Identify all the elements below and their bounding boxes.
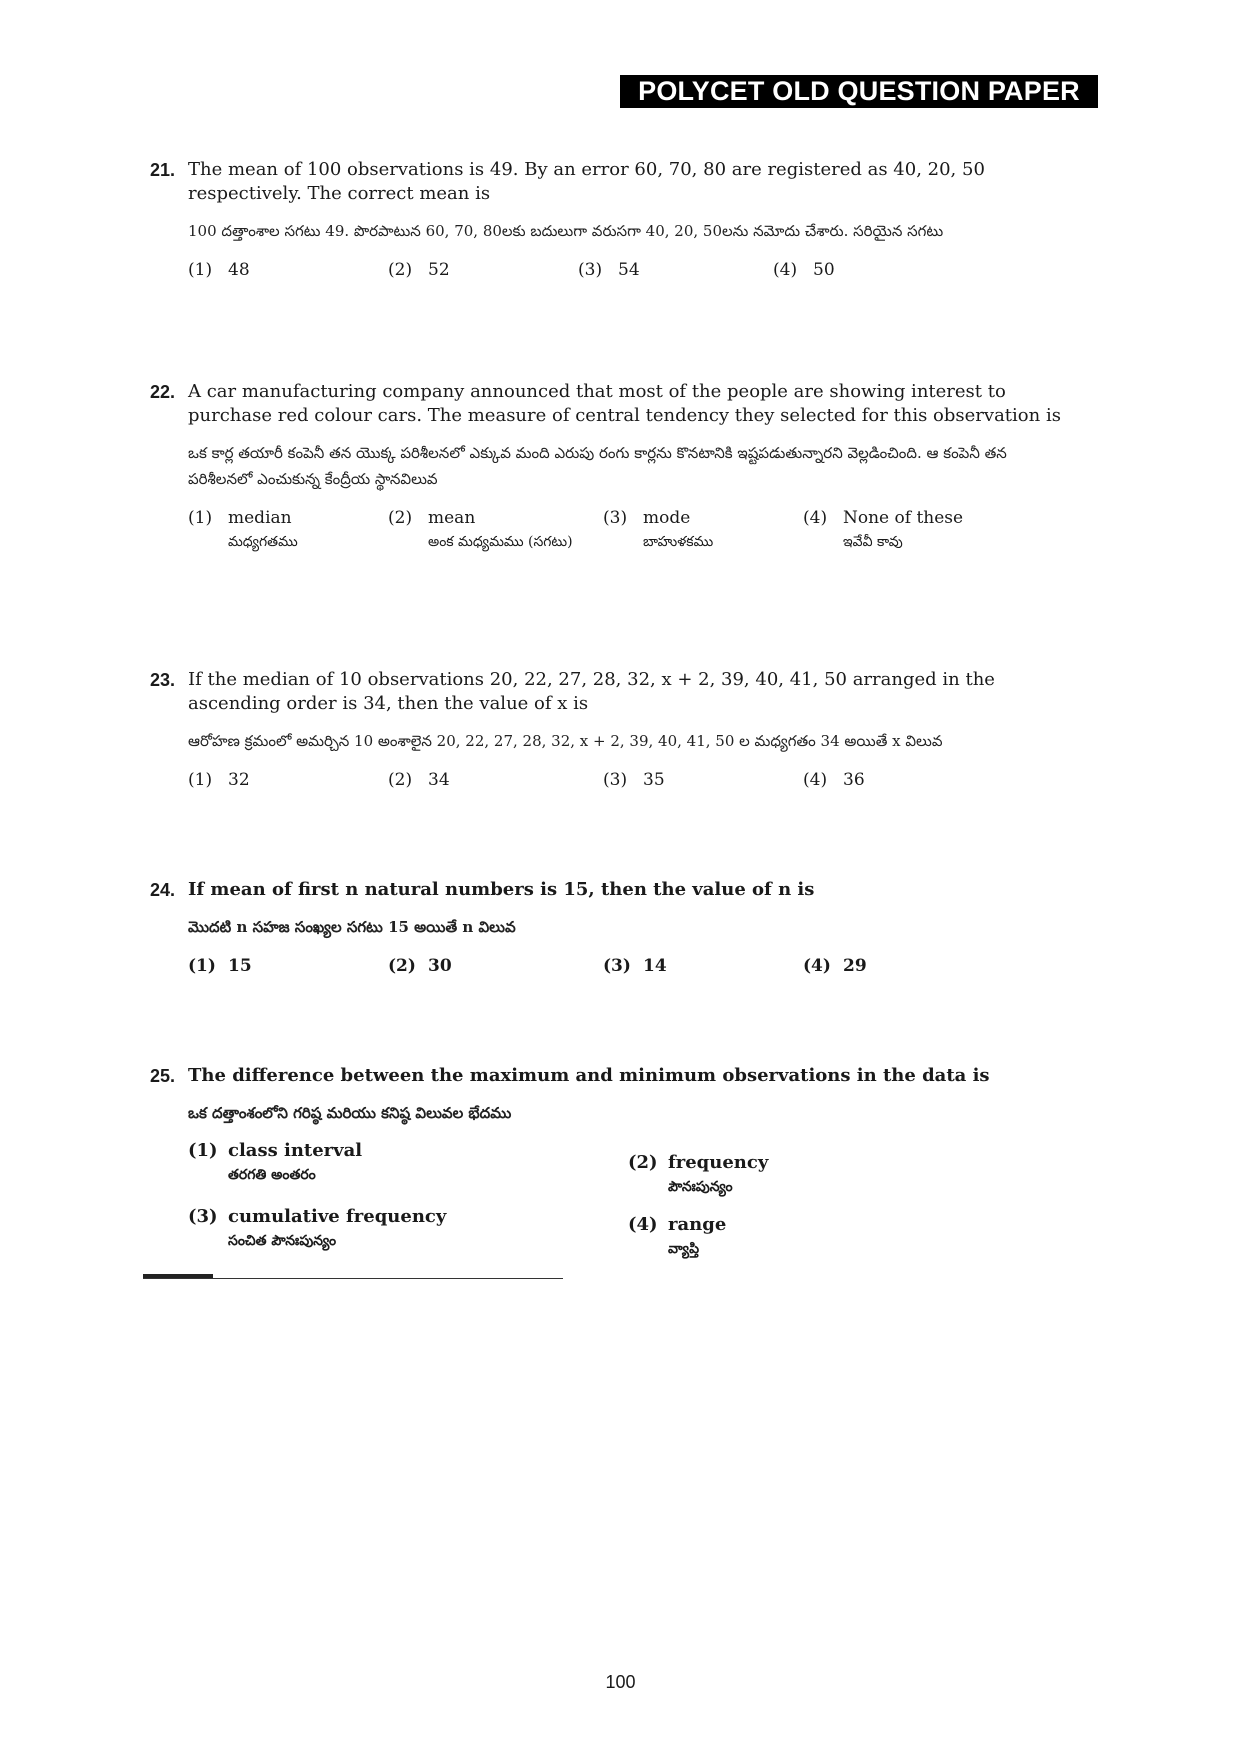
- section-divider: [143, 1278, 563, 1279]
- question-text-telugu: 100 దత్తాంశాల సగటు 49. పొరపాటున 60, 70, 80లకు బదులుగా వరుసగా 40, 20, 50లను నమోదు చేశారు. సరియైన సగటు: [188, 222, 944, 240]
- question-number: 25.: [150, 1066, 176, 1086]
- option-1[interactable]: (1) 48: [188, 260, 250, 280]
- question-23: [150, 668, 1070, 806]
- option-2[interactable]: (2) frequency పౌనఃపున్యం: [628, 1152, 769, 1195]
- option-4[interactable]: (4) 29: [803, 956, 867, 976]
- option-3[interactable]: (3) 14: [603, 956, 667, 976]
- option-2[interactable]: (2) 34: [388, 770, 450, 790]
- options-row: [188, 956, 1070, 992]
- question-text: If the median of 10 observations 20, 22, 27, 28, 32, x + 2, 39, 40, 41, 50 arranged in the ascending order is 34, then the value of x is: [188, 669, 995, 714]
- option-2[interactable]: (2) 30: [388, 956, 452, 976]
- option-4[interactable]: (4) 50: [773, 260, 835, 280]
- question-22: [150, 380, 1070, 568]
- page-number: 100: [605, 1672, 636, 1692]
- question-text: The difference between the maximum and minimum observations in the data is: [188, 1065, 990, 1086]
- question-24: [150, 878, 1070, 992]
- option-3[interactable]: (3) 54: [578, 260, 640, 280]
- question-number: 22.: [150, 382, 176, 402]
- question-text: The mean of 100 observations is 49. By an error 60, 70, 80 are registered as 40, 20, 50 respectively. The correct mean is: [188, 159, 985, 204]
- question-number: 21.: [150, 160, 176, 180]
- options-row: [188, 508, 1070, 568]
- option-3[interactable]: (3) 35: [603, 770, 665, 790]
- question-text: If mean of first n natural numbers is 15, then the value of n is: [188, 879, 815, 900]
- question-25: [150, 1064, 1070, 1290]
- option-4[interactable]: (4) range వ్యాప్తి: [628, 1214, 727, 1257]
- option-3[interactable]: (3) mode బాహుళకము: [603, 508, 714, 550]
- question-text-telugu: ఒక కార్ల తయారీ కంపెనీ తన యొక్క పరిశీలనలో ఎక్కువ మంది ఎరుపు రంగు కార్లను కొనటానికి ఇష్టపడుతున్నారని వెల్లడించింది. ఆ కంపెనీ తన పరిశీలనలో ఎంచుకున్న కేంద్రీయ స్థానవిలువ: [188, 444, 1007, 488]
- option-4[interactable]: (4) None of these ఇవేవీ కావు: [803, 508, 964, 550]
- option-1[interactable]: (1) 15: [188, 956, 252, 976]
- paper-title-banner: POLYCET OLD QUESTION PAPER: [620, 75, 1098, 108]
- question-number: 24.: [150, 880, 176, 900]
- option-1[interactable]: (1) 32: [188, 770, 250, 790]
- option-3[interactable]: (3) cumulative frequency సంచిత పౌనఃపున్యం: [188, 1206, 447, 1249]
- options-grid: [188, 1140, 1070, 1290]
- option-4[interactable]: (4) 36: [803, 770, 865, 790]
- option-1[interactable]: (1) median మధ్యగతము: [188, 508, 298, 550]
- option-2[interactable]: (2) 52: [388, 260, 450, 280]
- question-number: 23.: [150, 670, 176, 690]
- option-2[interactable]: (2) mean అంక మధ్యమము (సగటు): [388, 508, 573, 550]
- options-row: [188, 260, 1070, 296]
- question-text-telugu: మొదటి n సహజ సంఖ్యల సగటు 15 అయితే n విలువ: [188, 918, 516, 936]
- options-row: [188, 770, 1070, 806]
- question-text: A car manufacturing company announced that most of the people are showing interest to purchase red colour cars. The measure of central tendency they selected for this observation is: [188, 381, 1061, 426]
- option-1[interactable]: (1) class interval తరగతి అంతరం: [188, 1140, 363, 1183]
- question-text-telugu: ఆరోహణ క్రమంలో అమర్చిన 10 అంశాలైన 20, 22, 27, 28, 32, x + 2, 39, 40, 41, 50 ల మధ్యగతం 34 అయితే x విలువ: [188, 732, 943, 750]
- question-21: [150, 158, 1070, 296]
- question-text-telugu: ఒక దత్తాంశంలోని గరిష్ఠ మరియు కనిష్ఠ విలువల భేదము: [188, 1104, 512, 1122]
